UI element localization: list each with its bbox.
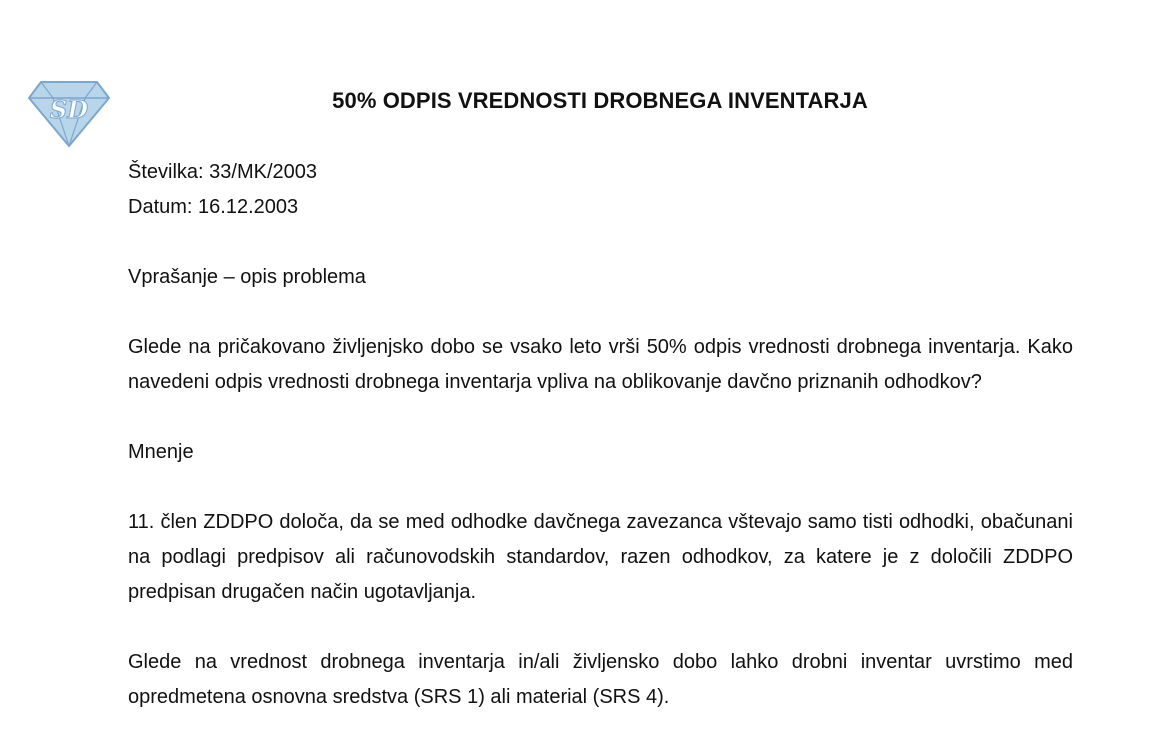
question-paragraph: Glede na pričakovano življenjsko dobo se vsako leto vrši 50% odpis vrednosti drobnega inventarja. Kako navedeni odpis vrednosti drobnega inventarja vpliva na oblikovanje davčno priznanih odhodkov? [128, 336, 1073, 393]
opinion-heading: Mnenje [128, 441, 194, 463]
question-heading: Vprašanje – opis problema [128, 266, 366, 288]
spacer [128, 400, 1073, 435]
spacer [128, 470, 1073, 505]
spacer [128, 610, 1073, 645]
spacer [128, 225, 1073, 260]
opinion-paragraph-2: Glede na vrednost drobnega inventarja in/ali življensko dobo lahko drobni inventar uvrstimo med opredmetena osnovna sredstva (SRS 1) ali material (SRS 4). [128, 651, 1073, 708]
document-date: Datum: 16.12.2003 [128, 196, 299, 218]
document-number: Številka: 33/MK/2003 [128, 161, 317, 183]
document-title: 50% ODPIS VREDNOSTI DROBNEGA INVENTARJA [332, 88, 868, 113]
spacer [128, 295, 1073, 330]
logo-letters: SD [49, 95, 89, 124]
document-body [128, 155, 1073, 715]
opinion-paragraph-1: 11. člen ZDDPO določa, da se med odhodke davčnega zavezanca vštevajo samo tisti odhodki, obačunani na podlagi predpisov ali računovodskih standardov, razen odhodkov, za katere je z določili ZDDPO predpisan drugačen način ugotavljanja. [128, 511, 1073, 603]
